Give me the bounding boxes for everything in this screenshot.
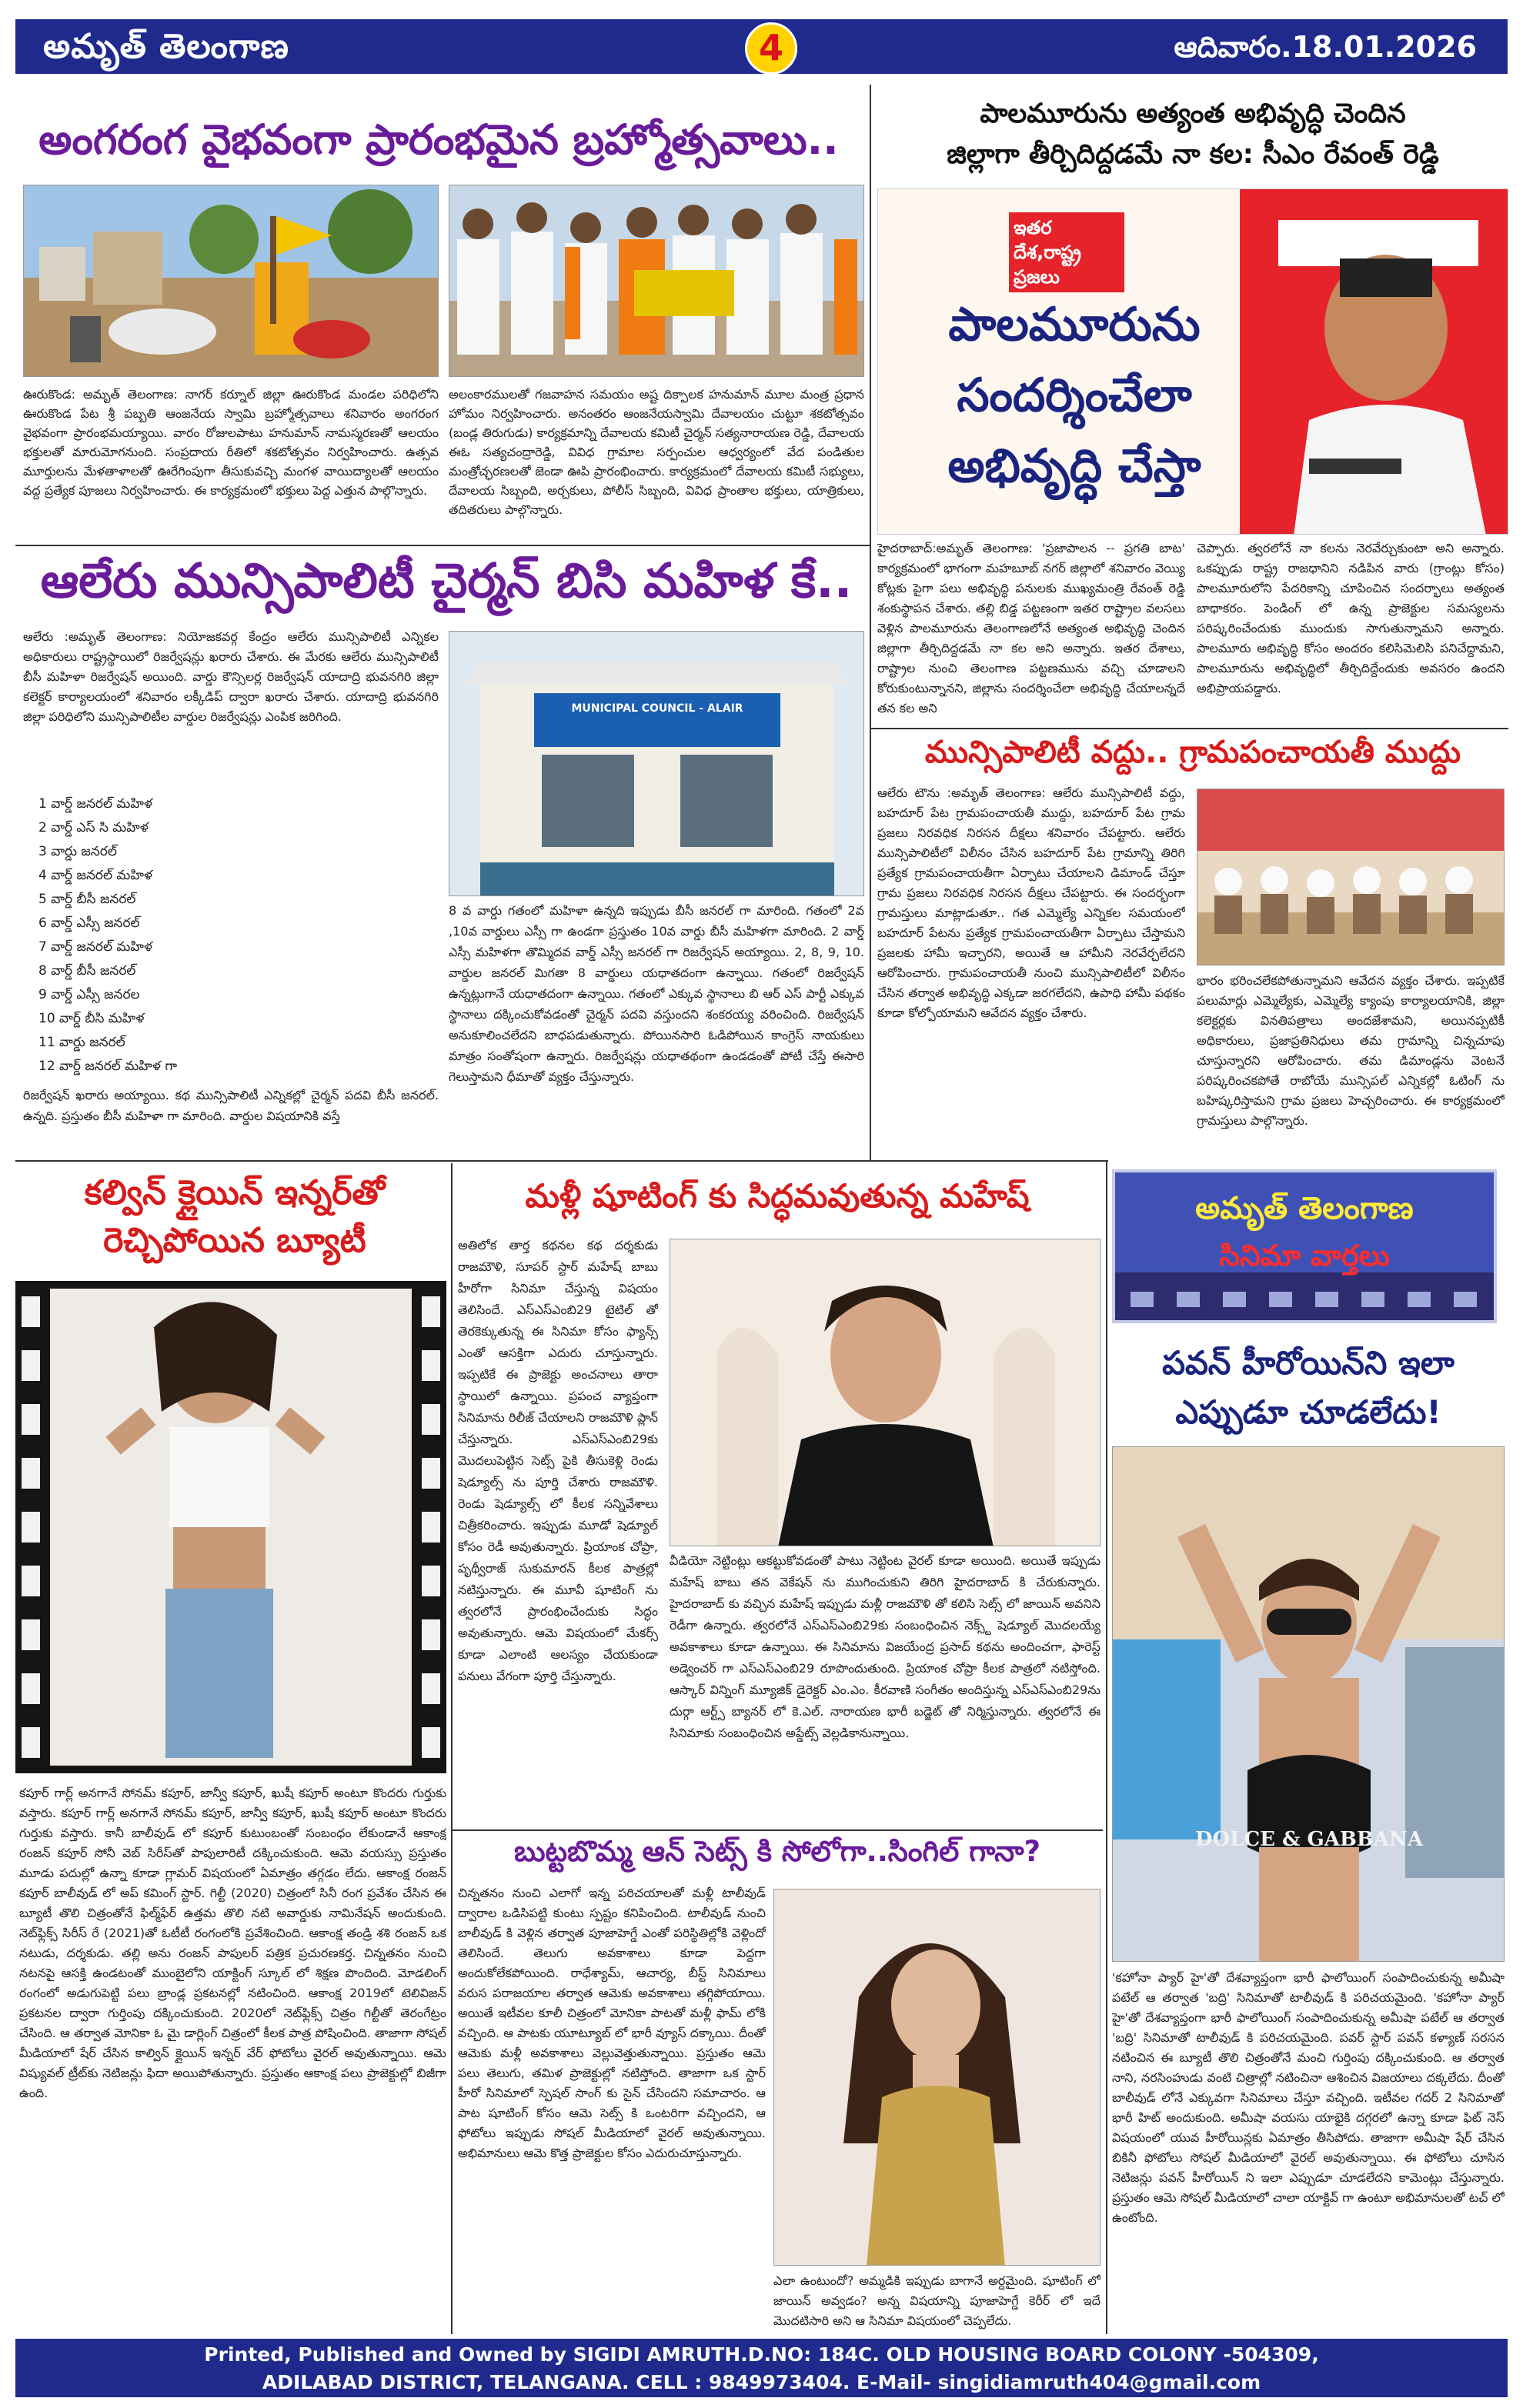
ward-item: 4 వార్డ్ జనరల్ మహిళ [38,868,153,883]
divider [453,1829,1103,1831]
article1-col1: ఊరుకొండ: అమృత్ తెలంగాణ: నాగర్ కర్నూల్ జిల్లా ఊరుకొండ మండల పరిధిలోని ఊరుకొండ పేట శ్రీ పబ్బతి ఆంజనేయ స్వామి బ్రహ్మోత్సవాలు శనివారం అంగరంగ వైభవంగా ప్రారంభమయ్యాయి. వారం రోజులపాటు హనుమాన్ నామస్మరణతో ఆలయం భక్తులతో మారుమోగనుంది. సంప్రదాయ రీతిలో శకటోత్సవం నిర్వహించారు. ఉత్సవ మూర్తులను మేళతాళాలతో ఊరేగింపుగా తీసుకువచ్చి మంగళ వాయిద్యాలతో ఆలయం వద్ద ప్రత్యేక పూజలు నిర్వహించారు. ఈ కార్యక్రమంలో భక్తులు పెద్ద ఎత్తున పాల్గొన్నారు. [23,387,439,498]
article5-headline-line1: కల్విన్ క్లైయిన్ ఇన్నర్‌తో [84,1173,386,1212]
article5-headline [19,1169,450,1265]
article3-headline-line1: పాలమూరును అత్యంత అభివృద్ధి చెందిన [980,98,1406,129]
article7-col2: ఎలా ఉంటుందో? అమ్మడికి ఇప్పుడు బాగానే అర్దమైంది. షూటింగ్ లో జాయిన్ అవ్వడం? అన్న విషయాన్ని పూజాహెగ్డే కెరీర్ లో ఇదే మొదటిసారి అని ఆ సినిమా విషయంలో చెప్పలేదు. [773,2273,1101,2328]
imprint-line2: ADILABAD DISTRICT, TELANGANA. CELL : 9849973404. E-Mail- singidiamruth404@gmail.com [262,2371,1261,2393]
column-divider [451,1163,453,2334]
ward-item: 11 వార్డు జనరల్ [38,1035,125,1050]
article6-headline: మళ్లీ షూటింగ్ కు సిద్ధమవుతున్న మహేష్ [525,1177,1030,1215]
article8-body: 'కహోనా ప్యార్ హై'తో దేశవ్యాప్తంగా భారీ ఫాలోయింగ్ సంపాదించుకున్న అమీషా పటేల్ ఆ తర్వాత 'బద్రి' సినిమాతో టాలీవుడ్ కి పరిచయమైంది. 'కహోనా ప్యార్ హై'తో దేశవ్యాప్తంగా భారీ ఫాలోయింగ్ సంపాదించుకున్న అమీషా పటేల్ ఆ తర్వాత 'బద్రి' సినిమాతో టాలీవుడ్ కి పరిచయమైంది. పవర్ స్టార్ పవన్ కళ్యాణ్ సరసన నటించిన ఈ బ్యూటీ తొలి చిత్రంతోనే మంచి గుర్తింపు దక్కించుకుంది. ఆ తర్వాత నాని, నరసింహుడు వంటి చిత్రాల్లో నటించినా ఆశించిన విజయాలు దక్కలేదు. దీంతో బాలీవుడ్ లోనే ఎక్కువగా సినిమాలు చేస్తూ వచ్చింది. ఇటీవల గదర్ 2 సినిమాతో భారీ హిట్ అందుకుంది. అమీషా వయసు యాభైకి దగ్గరలో ఉన్నా కూడా ఫిట్ నెస్ విషయంలో యువ హీరోయిన్లకు ఏమాత్రం తీసిపోదు. తాజాగా అమీషా షేర్ చేసిన బికినీ ఫోటోలు సోషల్ మీడియాలో వైరల్ అవుతున్నాయి. ఈ ఫోటోలు చూసిన నెటిజన్లు పవన్ హీరోయిన్ ని ఇలా ఎప్పుడూ చూడలేదని కామెంట్లు చేస్తున్నారు. ప్రస్తుతం ఆమె సోషల్ మీడియాలో చాలా యాక్టివ్ గా ఉంటూ అభిమానులతో టచ్ లో ఉంటోంది. [1112,1970,1505,2225]
ward-item: 5 వార్డ్ బీసీ జనరల్ [38,892,136,907]
page-number-badge: 4 [745,22,797,75]
cm-banner-tag-line2: ప్రజలు [1014,266,1060,288]
protest-photo [1197,789,1505,966]
article3-col1: హైదరాబాద్:అమృత్ తెలంగాణ: 'ప్రజాపాలన -- ప్రగతి బాట' కార్యక్రమంలో భాగంగా మహబూబ్ నగర్ జిల్లాలో శనివారం వెయ్యి కోట్లకు పైగా పలు అభివృద్ధి పనులకు ముఖ్యమంత్రి రేవంత్ రెడ్డి శంకుస్థాపన చేశారు. తల్లి బిడ్డ పట్టణంగా ఇతర రాష్ట్రాల వలసలు వెళ్లిన పాలమూరును తెలంగాణలోనే అత్యంత అభివృద్ధి చెందిన జిల్లాగా తీర్చిదిద్దడమే నా కల అని అన్నారు. ఇతర దేశాలు, రాష్ట్రాల నుంచి తెలంగాణ పట్టణమును వచ్చి చూడాలని కోరుకుంటున్నానని, జిల్లాను సందర్శించేలా అభివృద్ధి చేయాలన్నదే తన కల అని [877,541,1185,715]
cm-banner-line3: అభివృద్ధి చేస్తా [947,439,1201,493]
cinema-banner-line1: అమృత్ తెలంగాణ [1195,1191,1414,1226]
ward-item: 9 వార్డ్ ఎస్సీ జనరల [38,987,140,1002]
cm-banner-quote [893,289,1255,502]
article5-headline-line2: రెచ్చిపోయిన బ్యూటీ [103,1221,366,1260]
divider [871,728,1508,729]
article6-col1: అతిలోక తార్త కథనల కథ దర్శకుడు రాజమౌళి, సూపర్ స్టార్ మహేష్ బాబు హీరోగా సినిమా చేస్తున్న విషయం తెలిసిందే. ఎస్ఎస్ఎంబి29 టైటిల్ తో తెరకెక్కుతున్న ఈ సినిమా కోసం ఫ్యాన్స్ ఎంతో ఆసక్తిగా ఎదురు చూస్తున్నారు. ఇప్పటికే ఈ ప్రాజెక్టు అంచనాలు తారా స్థాయిలో ఉన్నాయి. ప్రపంచ వ్యాప్తంగా సినిమాను రిలీజ్ చేయాలని రాజమౌళి ప్లాన్ చేస్తున్నారు. ఎస్ఎస్ఎంబి29కు మొదలుపెట్టిన సెట్స్ పైకి తీసుకెళ్లి రెండు షెడ్యూల్స్ ను పూర్తి చేశారు రాజమౌళి. రెండు షెడ్యూల్స్ లో కీలక సన్నివేశాలు చిత్రీకరించారు. ఇప్పుడు మూడో షెడ్యూల్ కోసం రెడీ అవుతున్నారు. ప్రియాంక చోప్రా, పృథ్వీరాజ్ సుకుమారన్ కీలక పాత్రల్లో నటిస్తున్నారు. ఈ మూవీ షూటింగ్ ను త్వరలోనే ప్రారంభించేందుకు సిద్ధం అవుతున్నారు. ఆమె విషయంలో మేకర్స్ కూడా ఎలాంటి ఆలస్యం చేయకుండా పనులు వేగంగా పూర్తి చేస్తున్నారు. [458,1238,658,1683]
article3-headline-line2: జిల్లాగా తీర్చిదిద్దడమే నా కల: సీఎం రేవంత్ రెడ్డి [947,139,1439,170]
ward-item: 8 వార్డ్ బీసీ జనరల్ [38,963,136,979]
cm-banner-tag [1009,212,1124,292]
mahesh-photo [670,1239,1101,1546]
column-divider [1106,1160,1107,2334]
divider [15,545,870,546]
article4-col1: ఆలేరు టౌను :అమృత్ తెలంగాణ: ఆలేరు మున్సిపాలిటీ వద్దు, బహదూర్ పేట గ్రామపంచాయతీ ముద్దు, బహదూర్ పేట గ్రామ ప్రజలు నిరవధిక నిరసన దీక్షలు శనివారం చేపట్టారు. ఆలేరు మున్సిపాలిటీలో విలీనం చేసిన బహదూర్ పేట గ్రామాన్ని తిరిగి ప్రత్యేక గ్రామపంచాయతీగా ఏర్పాటు చేయాలని డిమాండ్ చేస్తూ గ్రామ ప్రజలు నిరవధిక నిరసన దీక్షలు చేపట్టారు. ఈ సందర్భంగా గ్రామస్తులు మాట్లాడుతూ.. గత ఎమ్మెల్యే ఎన్నికల సమయంలో బహదూర్ పేటను ప్రత్యేక గ్రామపంచాయతీగా ఏర్పాటు చేస్తామని ప్రజలకు హామీ ఇచ్చారని, అయితే ఆ హామీని నెరవేర్చలేదని ఆరోపించారు. గ్రామపంచాయతీ నుంచి మున్సిపాలిటీలో విలీనం చేసిన తర్వాత అభివృద్ధి ఎక్కడా జరగలేదని, ఉపాధి హామీ పథకం కూడా కోల్పోయామని ఆవేదన వ్యక్తం చేశారు. [877,785,1185,1020]
procession-photo [23,185,439,377]
ward-item: 1 వార్డ్ జనరల్ మహిళ [38,796,153,812]
flag-off-photo [449,185,864,377]
cm-banner-line1: పాలమూరును [948,298,1201,352]
ward-item: 12 వార్డ్ జనరల్ మహిళ గా [38,1059,177,1074]
article1-headline: అంగరంగ వైభవంగా ప్రారంభమైన బ్రహ్మోత్సవాలు.. [38,115,839,164]
ward-item: 10 వార్డ్ బీసి మహిళ [38,1011,145,1026]
ameesha-photo [1112,1446,1505,1962]
municipal-sign-text: MUNICIPAL COUNCIL - ALAIR [571,702,743,715]
paper-name: అమృత్ తెలంగాణ [43,27,289,66]
cinema-banner-line2: సినిమా వార్తలు [1219,1239,1390,1272]
issue-date: ఆదివారం.18.01.2026 [1174,30,1477,64]
article2-intro: ఆలేరు :అమృత్ తెలంగాణ: నియోజకవర్గ కేంద్రం ఆలేరు మున్సిపాలిటీ ఎన్నికల అధికారులు రాష్ట్రస్థాయిలో రిజర్వేషన్లు ఖరారు చేశారు. ఈ మేరకు ఆలేరు మున్సిపాలిటీ బీసీ మహిళా రిజర్వేషన్ అయింది. వార్డు కౌన్సిలర్ల రిజర్వేషన్ యాదాద్రి భువనగిరి జిల్లా కలెక్టర్ కార్యాలయంలో శనివారం లక్కీడిప్ ద్వారా ఖరారు చేశారు. యాదాద్రి భువనగిరి జిల్లా పరిధిలోని మున్సిపాలిటీల వార్డుల రిజర్వేషన్లు ఎంపిక జరిగింది. [23,629,439,724]
article3-col2: చెప్పారు. త్వరలోనే నా కలను నెరవేర్చుకుంటా అని అన్నారు. ఒకప్పుడు రాష్ట్ర రాజధానిని నడిపిన వారు (గ్రాంట్లు కోసం) పాలమూరులోని పేదరికాన్ని చూపించిన సందర్భాలు అత్యంత బాధాకరం. పెండింగ్ లో ఉన్న ప్రాజెక్టుల సమస్యలను పరిష్కరించేందుకు ముందుకు సాగుతున్నామని అన్నారు. పాలమూరు అభివృద్ధి కోసం అందరం కలిసిమెలిసి పనిచేద్దామని, పాలమూరును అభివృద్ధిలో తీర్చిదిద్దేందుకు అవసరం ఉందని అభిప్రాయపడ్డారు. [1197,541,1505,695]
ward-item: 6 వార్డ్ ఎస్సీ జనరల్ [38,916,140,931]
article2-headline: ఆలేరు మున్సిపాలిటీ చైర్మన్ బిసి మహిళ కే.. [40,552,853,609]
ward-list [38,792,423,1079]
article2-col2: 8 వ వార్డు గతంలో మహిళా ఉన్నది ఇప్పుడు బీసీ జనరల్ గా మారింది. గతంలో 2వ ,10వ వార్డులు ఎస్సీ గా ఉండగా ప్రస్తుతం 10వ వార్డు బీసీ మహిళగా మారింది. 2 వార్డ్ ఎస్సీ మహిళగా తొమ్మిదవ వార్డ్ ఎస్సీ జనరల్ గా రిజర్వేషన్ అయ్యాయి. 2, 8, 9, 10. వార్డుల జనరల్ మిగతా 8 వార్డులు యధాతదంగా ఉన్నాయి. గతంలో రిజర్వేషన్ ఉన్నట్లుగానే యధాతదంగా ఉన్నాయి. గతంలో ఎక్కువ స్థానాలు బి ఆర్ ఎస్ పార్టీ ఎక్కువ స్థానాలు దక్కించుకోవడంతో చైర్మన్ పదవి వస్తుందని శంకరయ్య వరించింది. రిజర్వేషన్ అనుకూలించలేదని బాధపడుతున్నారు. పోయినసారి ఓడిపోయిన కాంగ్రెస్ నాయకులు మాత్రం సంతోషంగా ఉన్నారు. రిజర్వేషన్లు యధాతథంగా ఉండడంతో పోటీ చేస్తే ఈసారి గెలుస్తామని ధీమాతో వ్యక్తం చేస్తున్నారు. [449,903,864,1084]
ward-item: 3 వార్డు జనరల్ [38,844,117,859]
article4-headline: మున్సిపాలిటీ వద్దు.. గ్రామపంచాయతీ ముద్దు [924,735,1461,770]
pooja-photo [773,1889,1101,2266]
masthead [15,15,1508,74]
column-divider [870,85,871,1162]
divider [15,1160,1108,1162]
article1-col2: అలంకారములతో గజవాహన సమయం అష్ట దిక్పాలక హనుమాన్ మూల మంత్ర ప్రధాన హోమం నిర్వహించారు. అనంతరం ఆంజనేయస్వామి దేవాలయం చుట్టూ శకటోత్సవం (బండ్ల తిరుగుడు) కార్యక్రమాన్ని దేవాలయ కమిటీ చైర్మన్ సత్యనారాయణ రెడ్డి, దేవాలయ ఈఓ సత్యచంద్రారెడ్డి, వివిధ గ్రామాల సర్పంచుల ఆధ్వర్యంలో వేద పండితుల మంత్రోచ్ఛరణలతో జెండా ఊపి ప్రారంభించారు. కార్యక్రమంలో దేవాలయ కమిటీ సభ్యులు, దేవాలయ సిబ్బంది, అర్చకులు, పోలీస్ సిబ్బంది, వివిధ ప్రాంతాల భక్తులు, యాత్రికులు, తదితరులు పాల్గొన్నారు. [449,387,864,517]
bikini-brand-text: DOLCE & GABBANA [1194,1828,1423,1851]
article7-headline: బుట్టబొమ్మ ఆన్ సెట్స్ కి సోలోగా..సింగిల్ గానా? [513,1835,1041,1868]
article8-headline-line2: ఎప్పుడూ చూడలేదు! [1175,1393,1441,1431]
cm-banner-line2: సందర్శించేలా [957,369,1192,422]
imprint-footer [15,2339,1508,2397]
cm-banner [877,188,1508,535]
ward-item: 2 వార్డ్ ఎస్ సి మహిళ [38,820,149,835]
article4-col2: భారం భరించలేకపోతున్నామని ఆవేదన వ్యక్తం చేశారు. ఇప్పటికే పలుమార్లు ఎమ్మెల్యేకు, ఎమ్మెల్యే క్యాంపు కార్యాలయానికి, జిల్లా కలెక్టర్లకు వినతిపత్రాలు అందజేశామని, అయినప్పటికీ అధికారులు, ప్రజాప్రతినిధులు తమ గ్రామాన్ని చిన్నచూపు చూస్తున్నారని ఆరోపించారు. తమ డిమాండ్లను వెంటనే పరిష్కరించకపోతే రాబోయే మున్సిపల్ ఎన్నికల్లో ఓటింగ్ ను బహిష్కరిస్తామని గ్రామ ప్రజలు హెచ్చరించారు. ఈ కార్యక్రమంలో గ్రామస్తులు పాల్గొన్నారు. [1197,973,1505,1128]
cinema-news-banner [1112,1169,1497,1323]
article8-headline-line1: పవన్ హీరోయిన్‌ని ఇలా [1162,1344,1455,1382]
municipal-office-photo [449,631,864,896]
film-strip-photo [15,1281,446,1773]
article5-body: కపూర్ గార్ల్ అనగానే సోనమ్ కపూర్, జాన్వీ కపూర్, ఖుషీ కపూర్ అంటూ కొందరు గుర్తుకు వస్తారు. కపూర్ గార్ల్ అనగానే సోనమ్ కపూర్, జాన్వీ కపూర్, ఖుషీ కపూర్ అంటూ కొందరు గుర్తుకు వస్తారు. కానీ బాలీవుడ్ లో కపూర్ కుటుంబంతో సంబంధం లేకుండానే ఆకాంక్ష రంజన్ కపూర్ సోనీ వెబ్ సిరీస్‌తో పాపులారిటీ దక్కించుకుంది. ఆమె వయస్సు ప్రస్తుతం మూడు పదుల్లో ఉన్నా కూడా గ్లామర్ విషయంలో ఏమాత్రం తగ్గడం లేదు. ఆకాంక్ష రంజన్ కపూర్ బాలీవుడ్ లో అప్ కమింగ్ స్టార్. గిల్టీ (2020) చిత్రంలో సినీ రంగ ప్రవేశం చేసిన ఈ బ్యూటీ తొలి చిత్రంతోనే ఫిల్మ్‌ఫేర్ ఉత్తమ తొలి నటి అవార్డుకు నామినేషన్ అందుకుంది. నెట్‌ఫ్లిక్స్ సిరీస్ రే (2021)తో ఓటీటీ రంగంలోకి ప్రవేశించింది. ఆకాంక్ష తండ్రి శశి రంజన్ ఒక నటుడు, దర్శకుడు. తల్లి అను రంజన్ పాపులర్ పత్రిక ప్రచురణకర్త. చిన్నతనం నుంచి నటనపై ఆసక్తి ఉండటంతో ముంబైలోని యాక్టింగ్ స్కూల్ లో శిక్షణ పొందింది. మోడలింగ్ రంగంలో అడుగుపెట్టి పలు బ్రాండ్ల ప్రకటనల్లో నటించింది. ఆకాంక్ష 2019లో టెలివిజన్ ప్రకటనల ద్వారా గుర్తింపు దక్కించుకుంది. 2020లో నెట్‌ఫ్లిక్స్ చిత్రం గిల్టీతో తెరంగేట్రం చేసింది. ఆ తర్వాత మోనికా ఓ మై డార్లింగ్ చిత్రంలో కీలక పాత్ర పోషించింది. తాజాగా సోషల్ మీడియాలో షేర్ చేసిన కాల్విన్ క్లైయిన్ ఇన్నర్ వేర్ ఫోటోలు వైరల్ అవుతున్నాయి. ఆమె విష్యువల్ ట్రీట్‌కు నెటిజన్లు ఫిదా అయిపోతున్నారు. ప్రస్తుతం ఆకాంక్ష పలు ప్రాజెక్టుల్లో బిజీగా ఉంది. [19,1786,446,2100]
ward-item: 7 వార్డ్ జనరల్ మహిళ [38,939,153,955]
article8-headline [1112,1339,1505,1437]
article7-col1: చిన్నతనం నుంచి ఎలాగో ఇన్న పరిచయాలతో మళ్లీ టాలీవుడ్ ద్వారాల ఒడిసిపట్టి కుంటు స్పష్టం కనిపించింది. టాలీవుడ్ నుంచి బాలీవుడ్ కి వెళ్లిన తర్వాత పూజాహెగ్డే ఎంతో పరిస్థితిల్లోకి వెళ్లిందో తెలిసిందే. తెలుగు అవకాశాలు కూడా పెద్దగా అందుకోలేకపోయింది. రాధేశ్యామ్, ఆచార్య, బీస్ట్ సినిమాలు వరుస పరాజయాల తర్వాత ఆమెకు అవకాశాలు తగ్గిపోయాయి. అయితే ఇటీవల కూలీ చిత్రంలో మోనికా పాటతో మళ్లీ ఫామ్ లోకి వచ్చింది. ఆ పాటకు యూట్యూబ్ లో భారీ వ్యూస్ దక్కాయి. దీంతో ఆమెకు మళ్లీ అవకాశాలు వెల్లువెత్తుతున్నాయి. ప్రస్తుతం ఆమె పలు తెలుగు, తమిళ ప్రాజెక్టుల్లో నటిస్తోంది. తాజాగా ఒక స్టార్ హీరో సినిమాలో స్పెషల్ సాంగ్ కు సైన్ చేసిందని సమాచారం. ఆ పాట షూటింగ్ కోసం ఆమె సెట్స్ కి ఒంటరిగా వచ్చిందని, ఆ ఫోటోలు ఇప్పుడు సోషల్ మీడియాలో వైరల్ అవుతున్నాయి. అభిమానులు ఆమె కొత్త ప్రాజెక్టుల కోసం ఎదురుచూస్తున్నారు. [458,1886,766,2160]
imprint-line1: Printed, Published and Owned by SIGIDI AMRUTH.D.NO: 184C. OLD HOUSING BOARD COLONY -504309, [204,2343,1319,2366]
article2-closing: రిజర్వేషన్ ఖరారు అయ్యాయి. కథ మున్సిపాలిటీ ఎన్నికల్లో చైర్మన్ పదవి బీసీ జనరల్. ఉన్నది. ప్రస్తుతం బీసీ మహిళా గా మారింది. వార్డుల విషయానికి వస్తే [23,1088,439,1123]
cm-banner-tag-line1: ఇతర దేశ,రాష్ట్ర [1014,217,1081,263]
article6-col2: వీడియో నెట్టింట్లు ఆకట్టుకోవడంతో పాటు నెట్టింట వైరల్ కూడా అయింది. అయితే ఇప్పుడు మహేష్ బాబు తన వెకేషన్ ను ముగించుకుని తిరిగి హైదరాబాద్ కి చేరుకున్నారు. హైదరాబాద్ కు వచ్చిన మహేష్ ఇప్పుడు మళ్లీ రాజమౌళి తో కలిసి సెట్స్ లో జాయిన్ అవనిని రెడీగా ఉన్నారు. త్వరలోనే ఎస్ఎస్ఎంబి29కు సంబంధించిన నెక్స్ట్ షెడ్యూల్ మొదలయ్యే అవకాశాలు కూడా ఉన్నాయి. ఈ సినిమాను విజయేంద్ర ప్రసాద్ కథను అందించగా, ఫారెస్ట్ అడ్వెంచర్ గా ఎస్ఎస్ఎంబి29 రూపొందుతుంది. ప్రియాంక చోప్రా కీలక పాత్రలో నటిస్తోంది. ఆస్కార్ విన్నింగ్ మ్యూజిక్ డైరెక్టర్ ఎం.ఎం. కీరవాణి సంగీతం అందిస్తున్న ఎస్ఎస్ఎంబి29ను దుర్గా ఆర్ట్స్ బ్యానర్ లో కె.ఎల్. నారాయణ భారీ బడ్జెట్ తో నిర్మిస్తున్నారు. త్వరలోనే ఈ సినిమాకు సంబంధించిన అప్డేట్స్ వెల్లడికానున్నాయి. [670,1553,1101,1740]
